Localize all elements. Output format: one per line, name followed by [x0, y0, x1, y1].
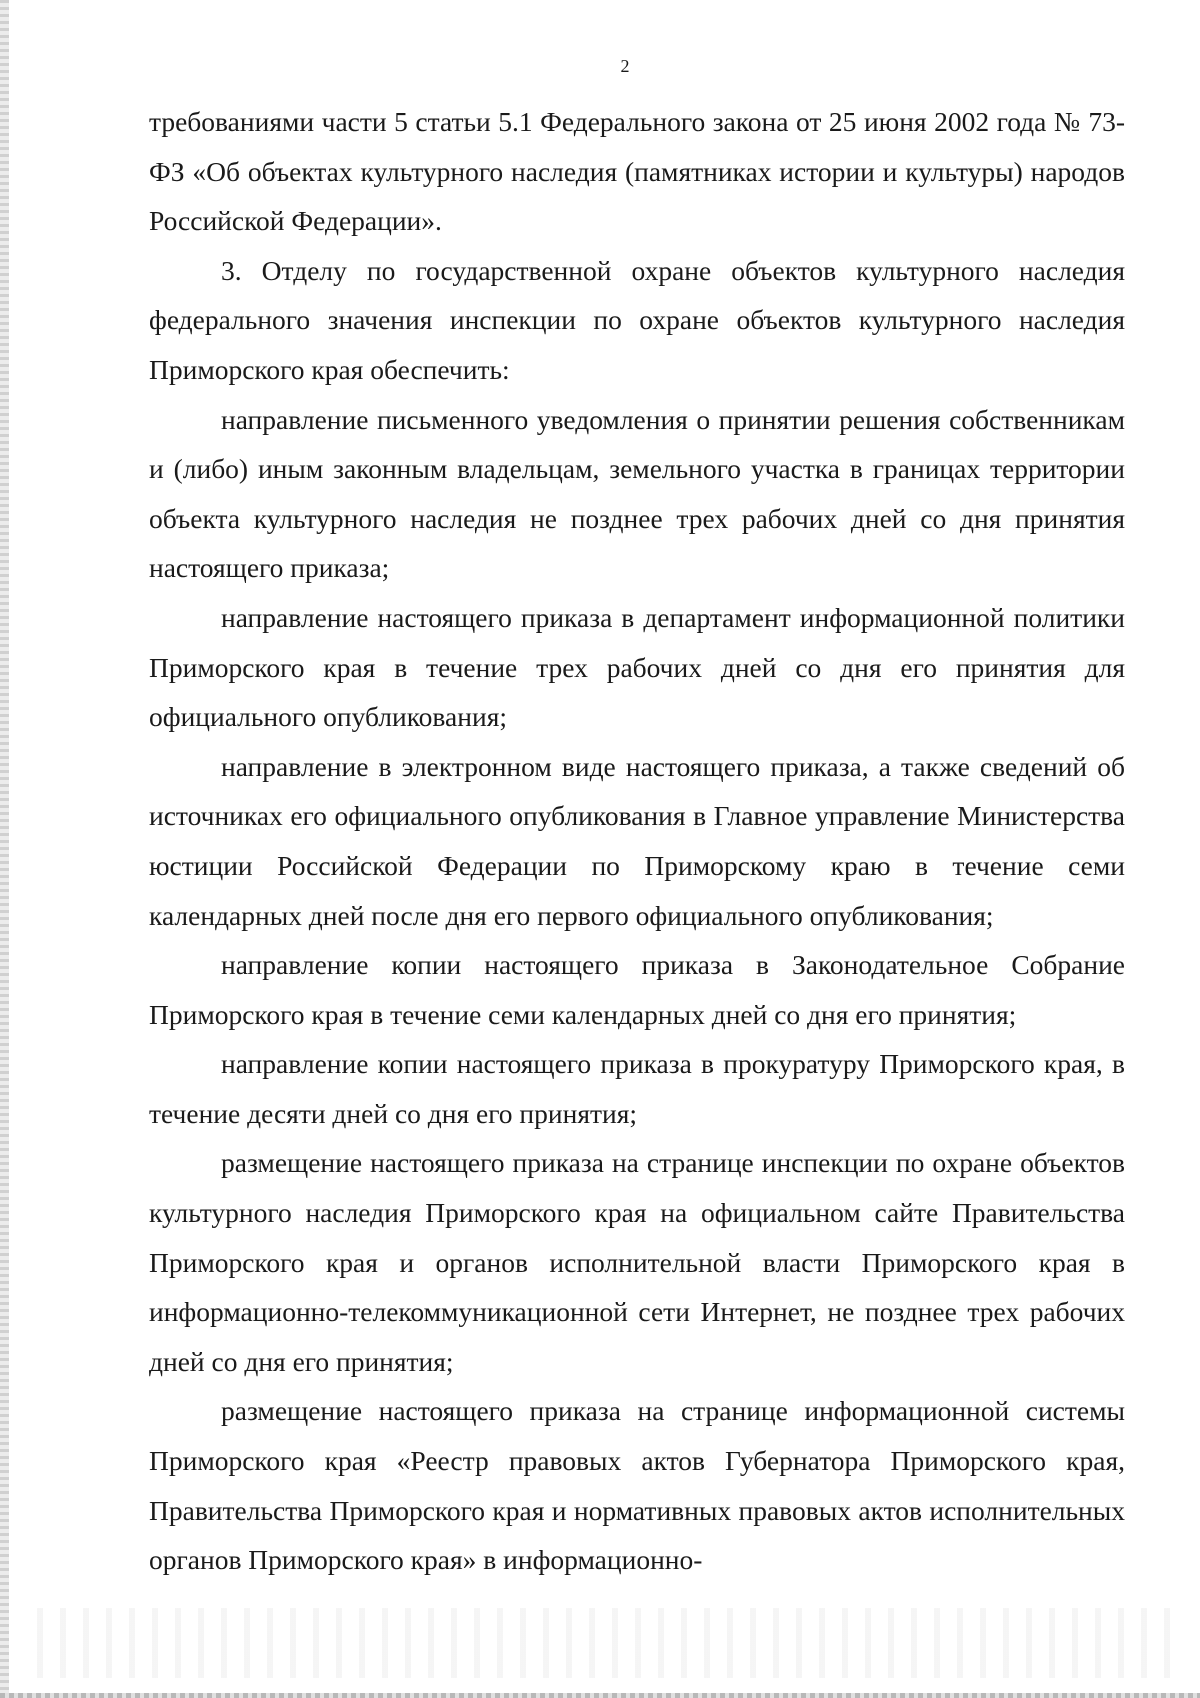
paragraph-info-policy: направление настоящего приказа в департамент информационной политики Приморского края в течение трех рабочих дней со дня его принятия для официального опубликования;	[149, 601, 1125, 733]
scan-border-bottom	[0, 1693, 1200, 1698]
scan-noise	[20, 1608, 1180, 1678]
paragraph-justice-ministry: направление в электронном виде настоящего приказа, а также сведений об источниках его официального опубликования в Главное управление Министерства юстиции Российской Федерации по Приморскому краю в течение семи календарных дней после дня его первого официального опубликования;	[149, 750, 1125, 931]
paragraph-notification: направление письменного уведомления о принятии решения собственникам и (либо) иным законным владельцам, земельного участка в границах территории объекта культурного наследия не позднее трех рабочих дней со дня принятия настоящего приказа;	[149, 403, 1125, 584]
paragraph-legislative-assembly: направление копии настоящего приказа в Законодательное Собрание Приморского края в течение семи календарных дней со дня его принятия;	[149, 949, 1125, 1030]
paragraph-official-site: размещение настоящего приказа на странице инспекции по охране объектов культурного наследия Приморского края на официальном сайте Правительства Приморского края и органов исполнительной власти Приморского края в информационно-телекоммуникационной сети Интернет, не позднее трех рабочих дней со дня его принятия;	[149, 1147, 1125, 1377]
page-number: 2	[620, 56, 630, 76]
paragraph-item-3: 3. Отделу по государственной охране объектов культурного наследия федерального значения инспекции по охране объектов культурного наследия Приморского края обеспечить:	[149, 254, 1125, 385]
paragraph-continuation: требованиями части 5 статьи 5.1 Федерального закона от 25 июня 2002 года № 73-ФЗ «Об объектах культурного наследия (памятниках истории и культуры) народов Российской Федерации».	[149, 106, 1125, 237]
paragraph-prosecutor: направление копии настоящего приказа в прокуратуру Приморского края, в течение десяти дней со дня его принятия;	[149, 1048, 1125, 1129]
paragraph-registry: размещение настоящего приказа на странице информационной системы Приморского края «Реестр правовых актов Губернатора Приморского края, Правительства Приморского края и нормативных правовых актов исполнительных органов Приморского края» в информационно-	[149, 1395, 1125, 1576]
scan-border-left	[0, 0, 9, 1698]
document-body	[149, 97, 1125, 1585]
